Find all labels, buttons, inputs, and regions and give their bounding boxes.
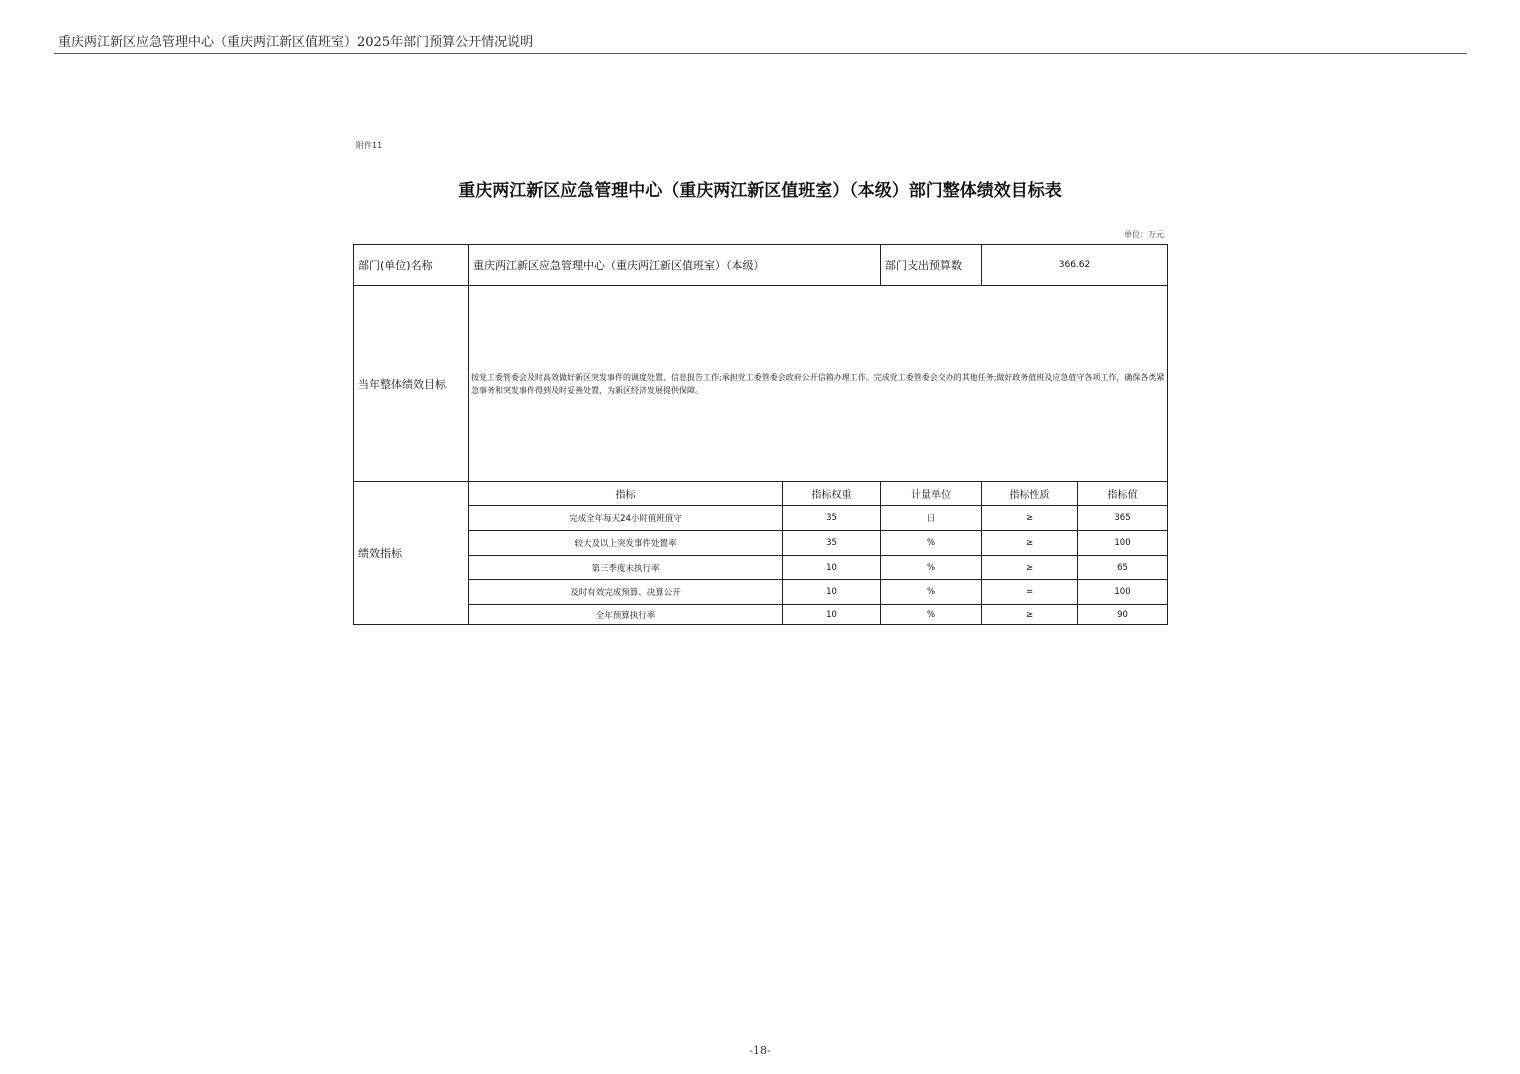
dept-name-value: 重庆两江新区应急管理中心（重庆两江新区值班室）（本级） xyxy=(469,245,881,286)
indicator-unit: % xyxy=(881,605,982,625)
header-divider xyxy=(54,53,1467,54)
goal-label: 当年整体绩效目标 xyxy=(354,286,469,482)
column-header: 指标 xyxy=(469,482,783,506)
indicators-label: 绩效指标 xyxy=(354,482,469,625)
budget-label: 部门支出预算数 xyxy=(881,245,982,286)
indicator-weight: 10 xyxy=(783,580,881,605)
indicator-name: 及时有效完成预算、决算公开 xyxy=(469,580,783,605)
table-row xyxy=(354,580,1168,605)
column-header: 指标权重 xyxy=(783,482,881,506)
budget-value: 366.62 xyxy=(982,245,1168,286)
indicator-unit: % xyxy=(881,580,982,605)
performance-target-table xyxy=(353,244,1168,625)
goal-row xyxy=(354,286,1168,482)
indicator-value: 90 xyxy=(1078,605,1168,625)
unit-label: 单位：万元 xyxy=(1124,230,1164,239)
table-row xyxy=(354,506,1168,531)
column-header: 指标值 xyxy=(1078,482,1168,506)
indicator-unit: % xyxy=(881,556,982,580)
table-row xyxy=(354,605,1168,625)
document-title: 重庆两江新区应急管理中心（重庆两江新区值班室）（本级）部门整体绩效目标表 xyxy=(458,181,1062,201)
column-header: 指标性质 xyxy=(982,482,1078,506)
running-header: 重庆两江新区应急管理中心（重庆两江新区值班室）2025年部门预算公开情况说明 xyxy=(58,35,534,50)
indicator-unit: % xyxy=(881,531,982,556)
dept-name-label: 部门(单位)名称 xyxy=(354,245,469,286)
column-header: 计量单位 xyxy=(881,482,982,506)
indicator-nature: ≥ xyxy=(982,605,1078,625)
dept-info-row xyxy=(354,245,1168,286)
indicator-header-row xyxy=(354,482,1168,506)
indicator-weight: 10 xyxy=(783,556,881,580)
indicator-name: 较大及以上突发事件处置率 xyxy=(469,531,783,556)
indicator-nature: = xyxy=(982,580,1078,605)
indicator-value: 100 xyxy=(1078,531,1168,556)
indicator-value: 365 xyxy=(1078,506,1168,531)
table-row xyxy=(354,531,1168,556)
indicator-value: 65 xyxy=(1078,556,1168,580)
indicator-name: 第三季度末执行率 xyxy=(469,556,783,580)
indicator-nature: ≥ xyxy=(982,531,1078,556)
indicator-nature: ≥ xyxy=(982,506,1078,531)
table-row xyxy=(354,556,1168,580)
indicator-weight: 35 xyxy=(783,506,881,531)
indicator-name: 全年预算执行率 xyxy=(469,605,783,625)
attachment-label: 附件11 xyxy=(356,141,383,150)
goal-text: 按党工委管委会及时高效做好新区突发事件的调度处置、信息报告工作;承担党工委管委会政府公开信箱办理工作。完成党工委管委会交办的其他任务;做好政务值班及应急值守各项工作，确保各类紧急事务和突发事件得到及时妥善处置，为新区经济发展提供保障。 xyxy=(469,286,1168,482)
indicator-weight: 35 xyxy=(783,531,881,556)
indicator-nature: ≥ xyxy=(982,556,1078,580)
indicator-value: 100 xyxy=(1078,580,1168,605)
page-number: -18- xyxy=(749,1044,771,1057)
indicator-unit: 日 xyxy=(881,506,982,531)
indicator-weight: 10 xyxy=(783,605,881,625)
indicator-name: 完成全年每天24小时值班值守 xyxy=(469,506,783,531)
